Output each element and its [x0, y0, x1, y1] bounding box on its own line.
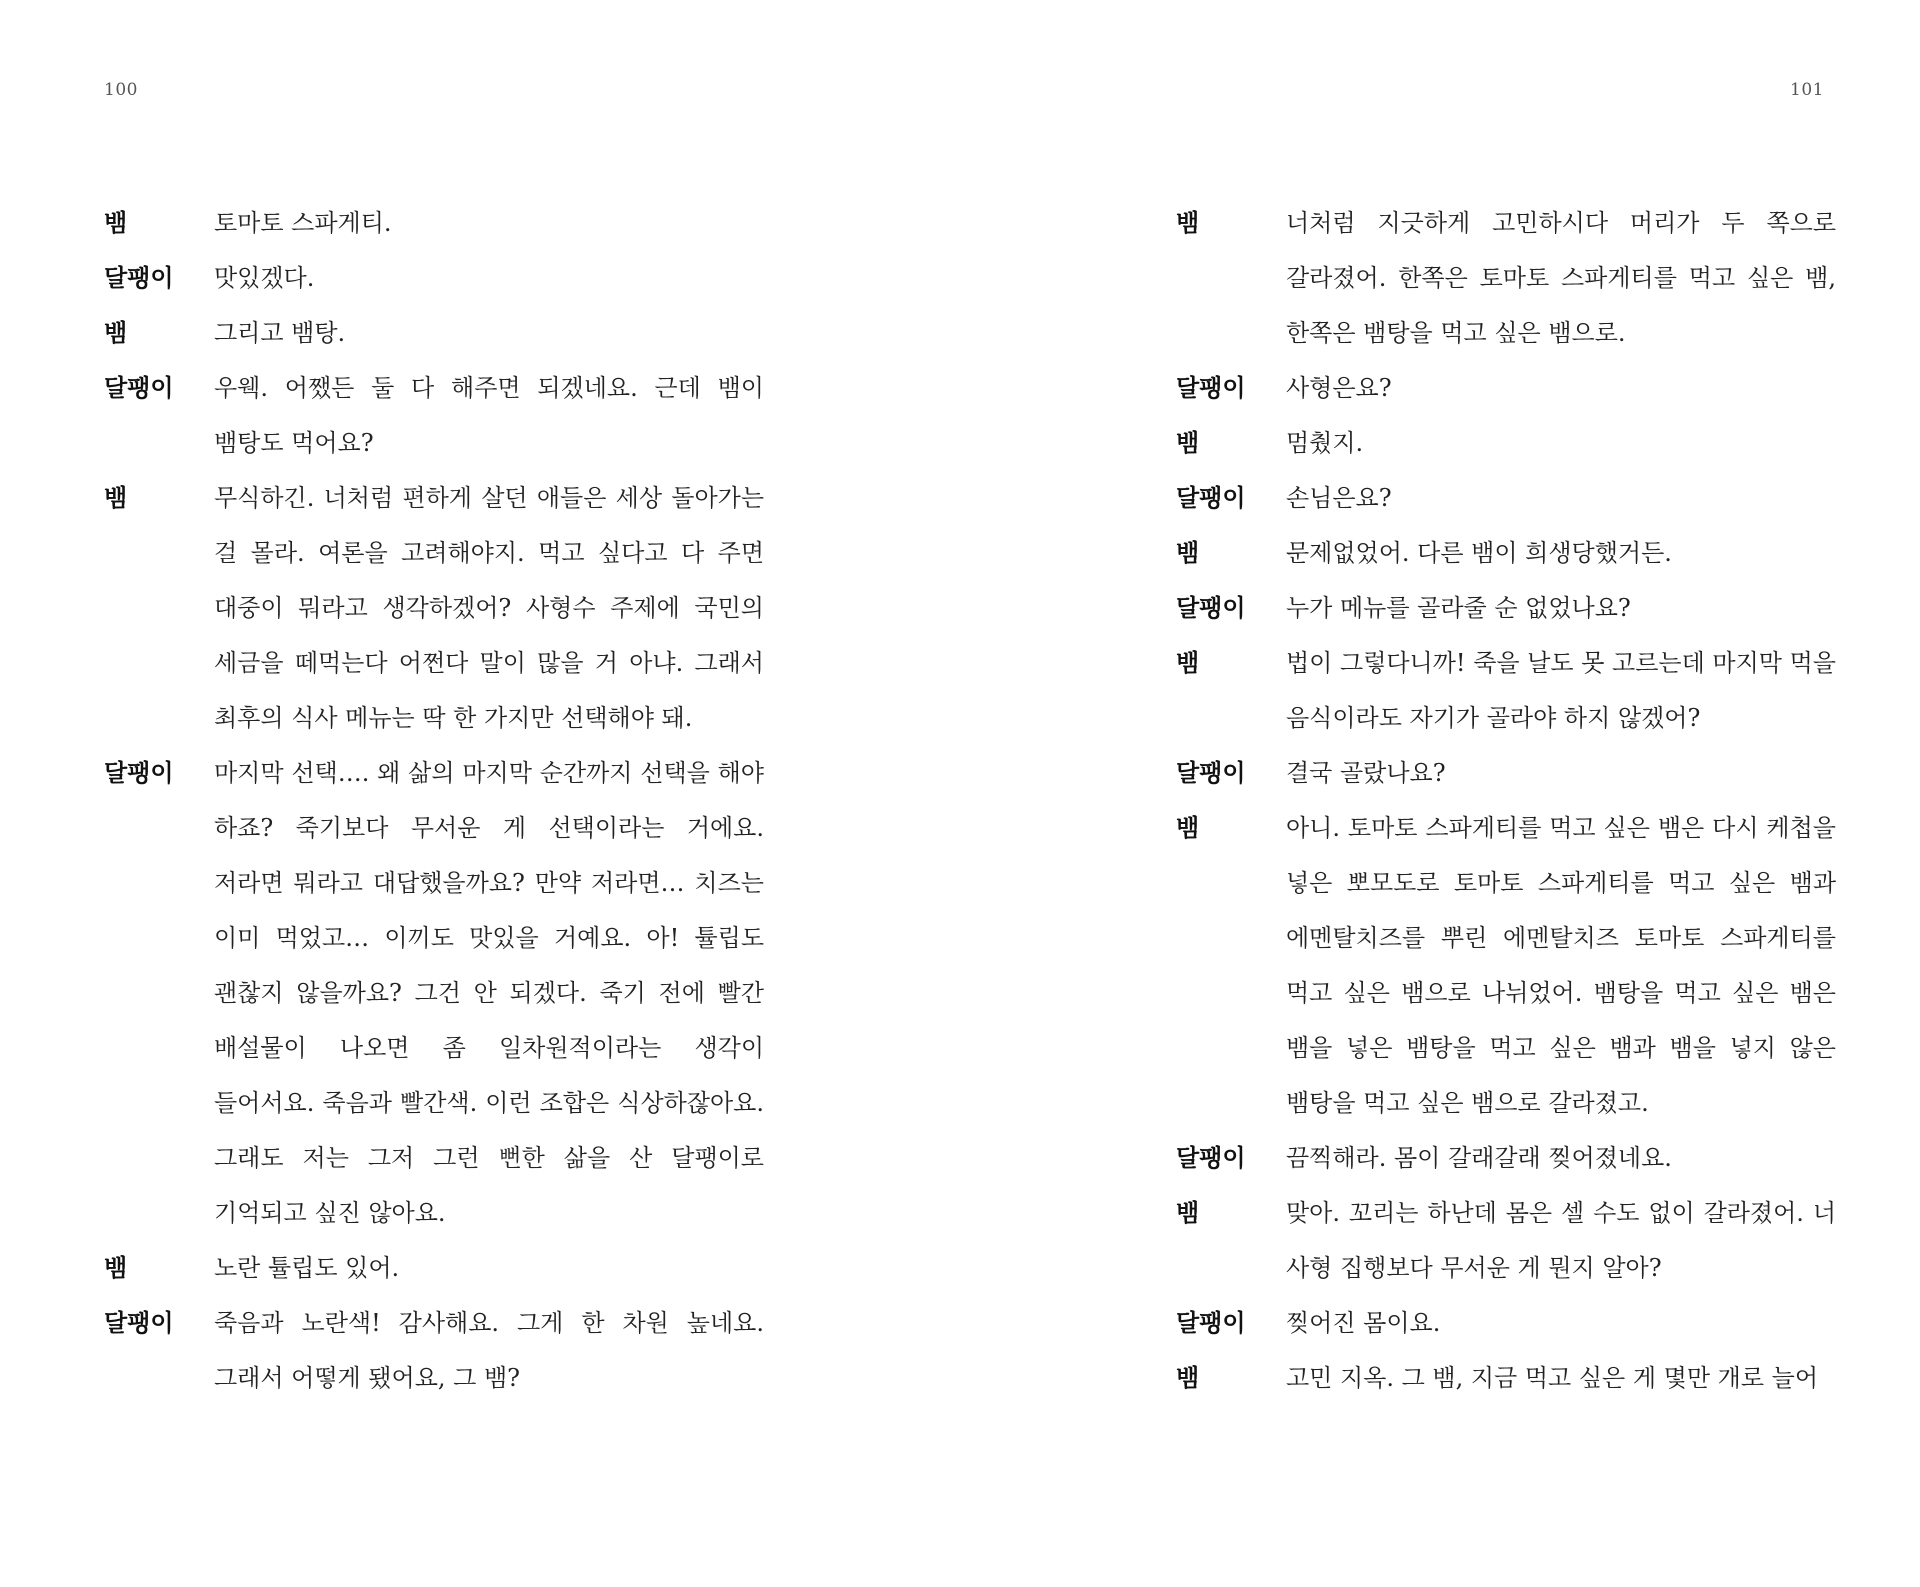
speech-text: 토마토 스파게티. [214, 209, 392, 237]
dialogue-left [104, 196, 764, 1406]
dialogue-line [104, 361, 764, 471]
dialogue-line [1176, 1351, 1836, 1406]
speaker-name: 뱀 [104, 1254, 128, 1282]
speech-text: 누가 메뉴를 골라줄 순 없었나요? [1286, 594, 1631, 622]
dialogue-line [104, 196, 764, 251]
speech-text: 결국 골랐나요? [1286, 759, 1446, 787]
speaker-name: 달팽이 [1176, 1309, 1246, 1337]
dialogue-line [1176, 801, 1836, 1131]
dialogue-line [1176, 581, 1836, 636]
speech-text: 우웩. 어쨌든 둘 다 해주면 되겠네요. 근데 뱀이 뱀탕도 먹어요? [214, 374, 764, 457]
speech-text: 법이 그렇다니까! 죽을 날도 못 고르는데 마지막 먹을 음식이라도 자기가 골라야 하지 않겠어? [1286, 649, 1836, 732]
speaker-name: 뱀 [104, 484, 128, 512]
speaker-name: 뱀 [104, 319, 128, 347]
speech-text: 맛있겠다. [214, 264, 315, 292]
speaker-name: 뱀 [1176, 649, 1200, 677]
dialogue-line [104, 1296, 764, 1406]
speech-text: 손님은요? [1286, 484, 1392, 512]
dialogue-line [1176, 636, 1836, 746]
page-number-right: 101 [1790, 80, 1824, 100]
dialogue-line [104, 471, 764, 746]
dialogue-line [1176, 416, 1836, 471]
dialogue-line [1176, 361, 1836, 416]
speech-text: 맞아. 꼬리는 하난데 몸은 셀 수도 없이 갈라졌어. 너 사형 집행보다 무서운 게 뭔지 알아? [1286, 1199, 1836, 1282]
speaker-name: 달팽이 [1176, 1144, 1246, 1172]
right-page [960, 0, 1920, 1587]
speaker-name: 달팽이 [104, 264, 174, 292]
speaker-name: 달팽이 [1176, 484, 1246, 512]
speaker-name: 뱀 [1176, 1199, 1200, 1227]
dialogue-line [104, 1241, 764, 1296]
speech-text: 찢어진 몸이요. [1286, 1309, 1441, 1337]
speaker-name: 달팽이 [1176, 374, 1246, 402]
speech-text: 죽음과 노란색! 감사해요. 그게 한 차원 높네요. 그래서 어떻게 됐어요, 그 뱀? [214, 1309, 764, 1392]
speaker-name: 달팽이 [104, 1309, 174, 1337]
speech-text: 마지막 선택…. 왜 삶의 마지막 순간까지 선택을 해야 하죠? 죽기보다 무서운 게 선택이라는 거에요. 저라면 뭐라고 대답했을까요? 만약 저라면… 치즈는 이미 먹었고… 이끼도 맛있을 거예요. 아! 튤립도 괜찮지 않을까요? 그건 안 되겠다. 죽기 전에 빨간 배설물이 나오면 좀 일차원적이라는 생각이 들어서요. 죽음과 빨간색. 이런 조합은 식상하잖아요. 그래도 저는 그저 그런 뻔한 삶을 산 달팽이로 기억되고 싶진 않아요. [214, 759, 764, 1227]
dialogue-line [1176, 196, 1836, 361]
speaker-name: 달팽이 [104, 759, 174, 787]
speech-text: 멈췄지. [1286, 429, 1364, 457]
speech-text: 고민 지옥. 그 뱀, 지금 먹고 싶은 게 몇만 개로 늘어 [1286, 1364, 1819, 1392]
speaker-name: 달팽이 [1176, 594, 1246, 622]
dialogue-line [104, 251, 764, 306]
dialogue-right [1176, 196, 1836, 1406]
speech-text: 너처럼 지긋하게 고민하시다 머리가 두 쪽으로 갈라졌어. 한쪽은 토마토 스파게티를 먹고 싶은 뱀, 한쪽은 뱀탕을 먹고 싶은 뱀으로. [1286, 209, 1836, 347]
speech-text: 사형은요? [1286, 374, 1392, 402]
speaker-name: 뱀 [104, 209, 128, 237]
speaker-name: 뱀 [1176, 1364, 1200, 1392]
speaker-name: 뱀 [1176, 429, 1200, 457]
dialogue-line [1176, 526, 1836, 581]
speaker-name: 달팽이 [104, 374, 174, 402]
dialogue-line [1176, 1186, 1836, 1296]
dialogue-line [1176, 746, 1836, 801]
dialogue-line [104, 746, 764, 1241]
speaker-name: 뱀 [1176, 209, 1200, 237]
dialogue-line [104, 306, 764, 361]
speaker-name: 뱀 [1176, 539, 1200, 567]
dialogue-line [1176, 1131, 1836, 1186]
page-number-left: 100 [104, 80, 138, 100]
speech-text: 무식하긴. 너처럼 편하게 살던 애들은 세상 돌아가는 걸 몰라. 여론을 고려해야지. 먹고 싶다고 다 주면 대중이 뭐라고 생각하겠어? 사형수 주제에 국민의 세금을 떼먹는다 어쩐다 말이 많을 거 아냐. 그래서 최후의 식사 메뉴는 딱 한 가지만 선택해야 돼. [214, 484, 764, 732]
speech-text: 아니. 토마토 스파게티를 먹고 싶은 뱀은 다시 케첩을 넣은 뽀모도로 토마토 스파게티를 먹고 싶은 뱀과 에멘탈치즈를 뿌린 에멘탈치즈 토마토 스파게티를 먹고 싶은 뱀으로 나뉘었어. 뱀탕을 먹고 싶은 뱀은 뱀을 넣은 뱀탕을 먹고 싶은 뱀과 뱀을 넣지 않은 뱀탕을 먹고 싶은 뱀으로 갈라졌고. [1286, 814, 1836, 1117]
speech-text: 문제없었어. 다른 뱀이 희생당했거든. [1286, 539, 1672, 567]
speech-text: 노란 튤립도 있어. [214, 1254, 400, 1282]
speech-text: 그리고 뱀탕. [214, 319, 346, 347]
speech-text: 끔찍해라. 몸이 갈래갈래 찢어졌네요. [1286, 1144, 1672, 1172]
speaker-name: 달팽이 [1176, 759, 1246, 787]
speaker-name: 뱀 [1176, 814, 1200, 842]
dialogue-line [1176, 471, 1836, 526]
dialogue-line [1176, 1296, 1836, 1351]
